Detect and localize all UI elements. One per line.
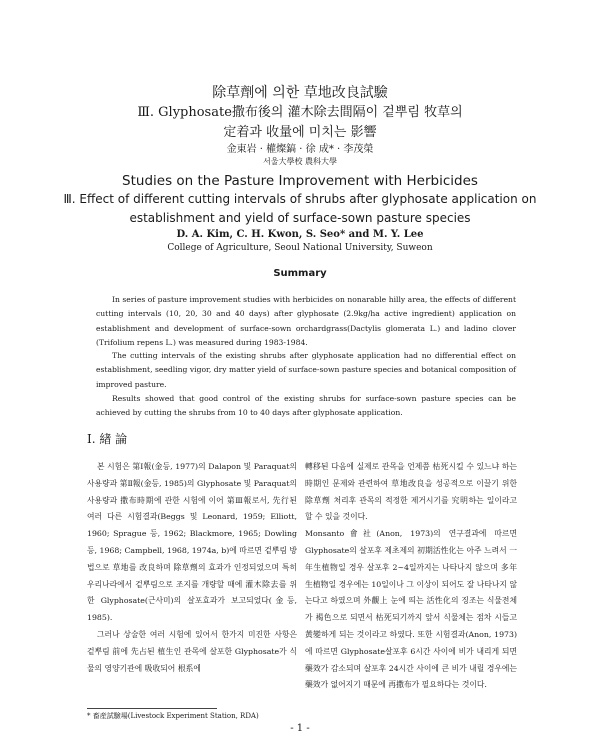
english-authors: D. A. Kim, C. H. Kwon, S. Seo* and M. Y. Lee bbox=[176, 229, 424, 240]
body-paragraph: Monsanto會社(Anon, 1973)의 연구결과에 따르면 Glyphosate의 살포후 제초제의 初期活性化는 아주 느려서 一年生植物일 경우 살포후 2~4일까지는 나타나지 않으며 多年生植物일 경우에는 10일이나 그 이상이 되어도 잘 나타나지 않는다고 하였으며 外觀上 눈에 띄는 活性化의 징조는 식물전체가 褐色으로 되면서 枯死되기까지 앞서 식물체는 점차 시들고 黃變하게 되는 것이라고 하였다. 또한 시험결과(Anon, 1973)에 따르면 Glyphosate살포후 6시간 사이에 비가 내리게 되면 藥效가 감소되며 살포후 24시간 사이에 큰 비가 내릴 경우에는 藥效가 없어지기 때문에 再撒布가 필요하다는 것이다. bbox=[305, 529, 517, 690]
english-affiliation: College of Agriculture, Seoul National University, Suweon bbox=[167, 243, 433, 253]
summary-paragraph: The cutting intervals of the existing shrubs after glyphosate application had no differential effect on establishment, seedling vigor, dry matter yield of surface-sown pasture species and botanical composition of improved pasture. bbox=[96, 351, 516, 389]
korean-authors: 金東岩 · 權燦鎬 · 徐 成* · 李茂榮 bbox=[226, 144, 374, 155]
body-paragraph: 그러나 상술한 여러 시험에 있어서 한가지 미진한 사항은 겉뿌림 前에 先占된 植生인 관목에 살포한 Glyphosate가 식물의 영양기관에 吸收되어 根系에 bbox=[87, 629, 297, 673]
page-number: - 1 - bbox=[290, 723, 310, 734]
footnote-rule bbox=[87, 708, 217, 709]
english-subtitle-line-2: establishment and yield of surface-sown pasture species bbox=[129, 211, 471, 225]
summary-paragraph: In series of pasture improvement studies with herbicides on nonarable hilly area, the effects of different cutting intervals (10, 20, 30 and 40 days) after glyphosate (2.9kg/ha active ingredient) application on establishment and development of surface-sown orchardgrass(Dactylis glomerata L.) and ladino clover (Trifolium repens L.) was measured during 1983-1984. bbox=[96, 295, 516, 347]
summary-paragraph: Results showed that good control of the existing shrubs for surface-sown pasture species can be achieved by cutting the shrubs from 10 to 40 days after glyphosate application. bbox=[96, 394, 516, 418]
body-paragraph: 본 시험은 第Ⅰ報(金등, 1977)의 Dalapon 및 Paraquat의 사용량과 第Ⅱ報(金등, 1985)의 Glyphosate 및 Paraquat의 사용량과 撒布時期에 관한 시험에 이어 第Ⅲ報로서, 先行된 여러 다른 시험결과(Beggs 및 Leonard, 1959; Elliott, 1960; Sprague 등, 1962; Blackmore, 1965; Dowling등, 1968; Campbell, 1968, 1974a, b)에 따르면 겉뿌림 방법으로 草地를 改良하며 除草劑의 효과가 인정되었으며 특히 우리나라에서 겉뿌림으로 조지를 개량할 때에 灌木除去를 위한 Glyphosate(근사미)의 살포효과가 보고되었다(金등, 1985). bbox=[87, 462, 297, 623]
footnote: * 畜産試驗場(Livestock Experiment Station, RDA) bbox=[87, 712, 259, 720]
korean-subtitle-line-2: 定着과 收量에 미치는 影響 bbox=[223, 125, 377, 140]
body-paragraph: 轉移된 다음에 실제로 관목을 언제쯤 枯死시킬 수 있느냐 하는 時期인 문제와 관련하여 草地改良을 성공적으로 이끌기 위한 除草劑 처리후 관목의 적정한 제거시기를 究明하는 일이라고 할 수 있을 것이다. bbox=[305, 462, 517, 522]
body-column-right bbox=[305, 459, 517, 694]
korean-title: 除草劑에 의한 草地改良試驗 bbox=[212, 85, 388, 101]
english-title: Studies on the Pasture Improvement with Herbicides bbox=[122, 173, 478, 189]
english-subtitle-line-1: Ⅲ. Effect of different cutting intervals of shrubs after glyphosate application on bbox=[63, 192, 537, 206]
body-column-left bbox=[87, 459, 297, 677]
korean-subtitle-line-1: Ⅲ. Glyphosate撒布後의 灌木除去間隔이 겉뿌림 牧草의 bbox=[137, 105, 463, 120]
summary-heading: Summary bbox=[273, 268, 327, 279]
section-heading-introduction: Ⅰ. 緖 論 bbox=[87, 432, 128, 446]
korean-affiliation: 서울大學校 農科大學 bbox=[263, 157, 337, 166]
